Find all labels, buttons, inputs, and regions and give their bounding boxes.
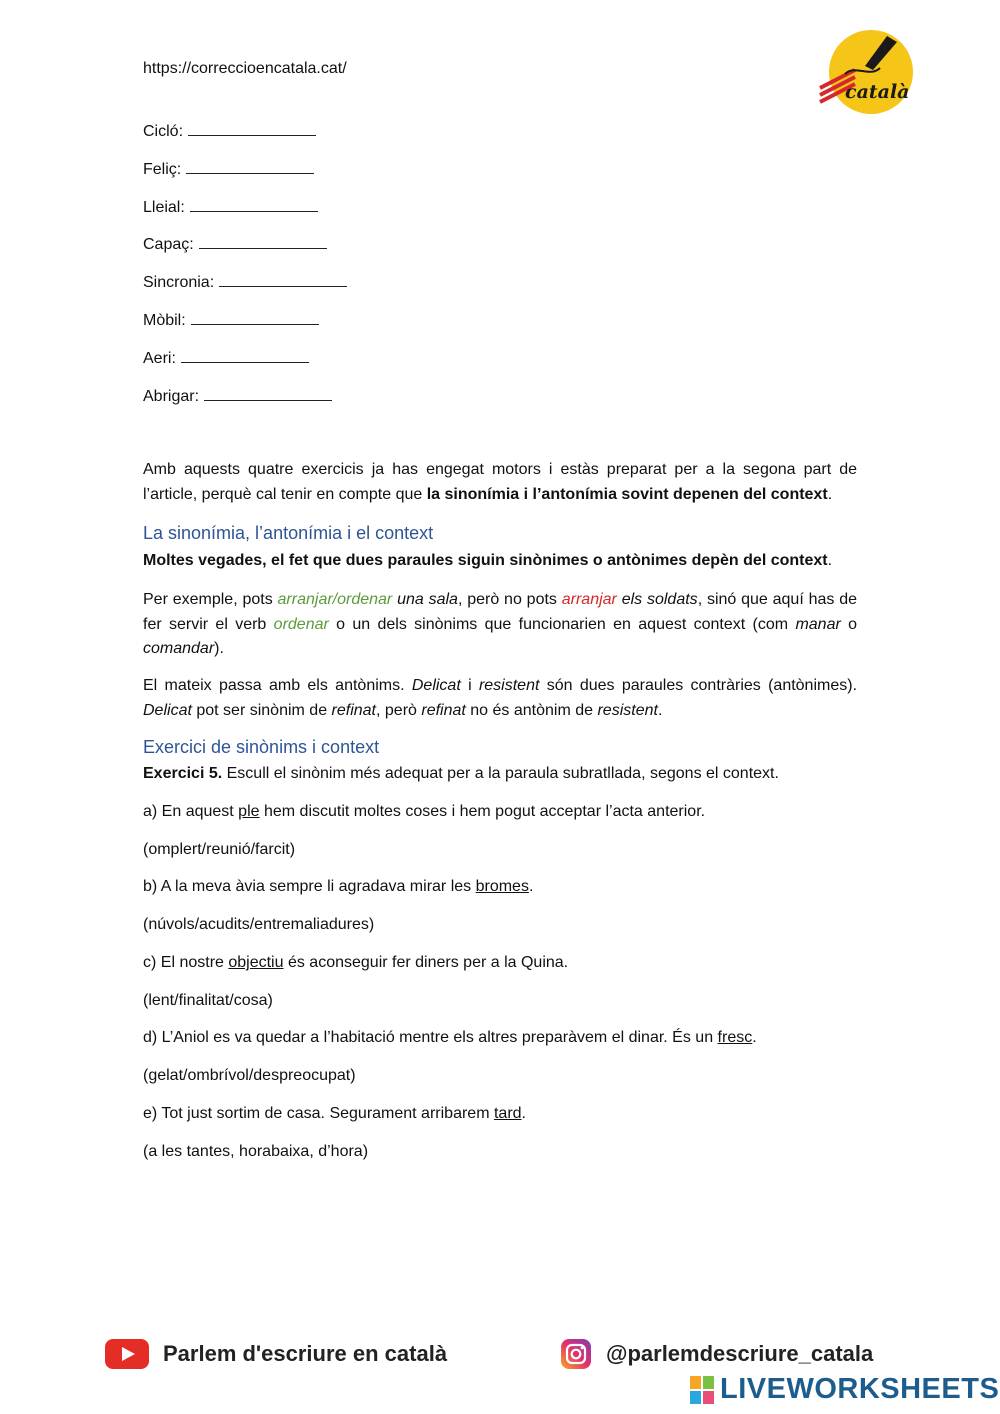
youtube-icon <box>105 1338 149 1370</box>
example-paragraph: Per exemple, pots arranjar/ordenar una sala, però no pots arranjar els soldats, sinó que aquí has de fer servir el verb ordenar o un dels sinònims que funcionarien en aquest context (com manar o comandar). <box>143 591 858 657</box>
liveworksheets-wordmark: LIVEWORKSHEETS <box>720 1373 1000 1405</box>
options-d: (gelat/ombrívol/despreocupat) <box>143 1067 356 1084</box>
youtube-channel-name: Parlem d'escriure en català <box>163 1341 448 1366</box>
instagram-icon <box>560 1338 592 1370</box>
answer-blank[interactable] <box>181 347 309 363</box>
fill-row: Feliç: <box>143 158 347 196</box>
fill-row: Cicló: <box>143 120 347 158</box>
fill-row: Aeri: <box>143 347 347 385</box>
answer-blank[interactable] <box>191 309 319 325</box>
fill-row: Capaç: <box>143 233 347 271</box>
answer-blank[interactable] <box>204 385 332 401</box>
exercise-instruction: Exercici 5. Escull el sinònim més adequat per a la paraula subratllada, segons el context. <box>143 765 779 782</box>
section-heading-context: La sinonímia, l’antonímia i el context <box>143 523 434 543</box>
instagram-handle: @parlemdescriure_catala <box>606 1341 874 1366</box>
fill-row: Mòbil: <box>143 309 347 347</box>
options-a: (omplert/reunió/farcit) <box>143 841 296 858</box>
liveworksheets-brand[interactable] <box>690 1373 999 1406</box>
answer-blank[interactable] <box>219 271 347 287</box>
section-heading-exercise: Exercici de sinònims i context <box>143 737 380 757</box>
options-e: (a les tantes, horabaixa, d’hora) <box>143 1143 369 1160</box>
options-b: (núvols/acudits/entremaliadures) <box>143 916 375 933</box>
question-c: c) El nostre objectiu és aconseguir fer diners per a la Quina. <box>143 954 569 971</box>
options-c: (lent/finalitat/cosa) <box>143 992 273 1009</box>
instagram-link[interactable] <box>560 1338 873 1370</box>
question-d: d) L’Aniol es va quedar a l’habitació mentre els altres preparàvem el dinar. És un fresc. <box>143 1029 757 1046</box>
fill-row: Abrigar: <box>143 385 347 423</box>
answer-blank[interactable] <box>190 196 318 212</box>
logo-text: català <box>845 81 910 103</box>
intro-paragraph: Amb aquests quatre exercicis ja has engegat motors i estàs preparat per a la segona part de l’article, perquè cal tenir en compte que la sinonímia i l’antonímia sovint depenen del context. <box>143 461 857 503</box>
catala-logo <box>815 28 915 118</box>
answer-blank[interactable] <box>186 158 314 174</box>
question-e: e) Tot just sortim de casa. Segurament arribarem tard. <box>143 1105 526 1122</box>
youtube-link[interactable] <box>105 1338 447 1370</box>
antonyms-paragraph: El mateix passa amb els antònims. Delicat i resistent són dues paraules contràries (antònimes). Delicat pot ser sinònim de refinat, però refinat no és antònim de resistent. <box>143 677 858 719</box>
question-b: b) A la meva àvia sempre li agradava mirar les bromes. <box>143 878 534 895</box>
source-url[interactable]: https://correccioencatala.cat/ <box>143 60 347 77</box>
liveworksheets-logo-icon <box>690 1376 714 1404</box>
answer-blank[interactable] <box>188 120 316 136</box>
question-a: a) En aquest ple hem discutit moltes coses i hem pogut acceptar l’acta anterior. <box>143 803 706 820</box>
fill-row: Lleial: <box>143 196 347 234</box>
fill-in-list <box>143 120 347 422</box>
lead-paragraph: Moltes vegades, el fet que dues paraules siguin sinònimes o antònimes depèn del context. <box>143 552 833 569</box>
fill-row: Sincronia: <box>143 271 347 309</box>
answer-blank[interactable] <box>199 233 327 249</box>
